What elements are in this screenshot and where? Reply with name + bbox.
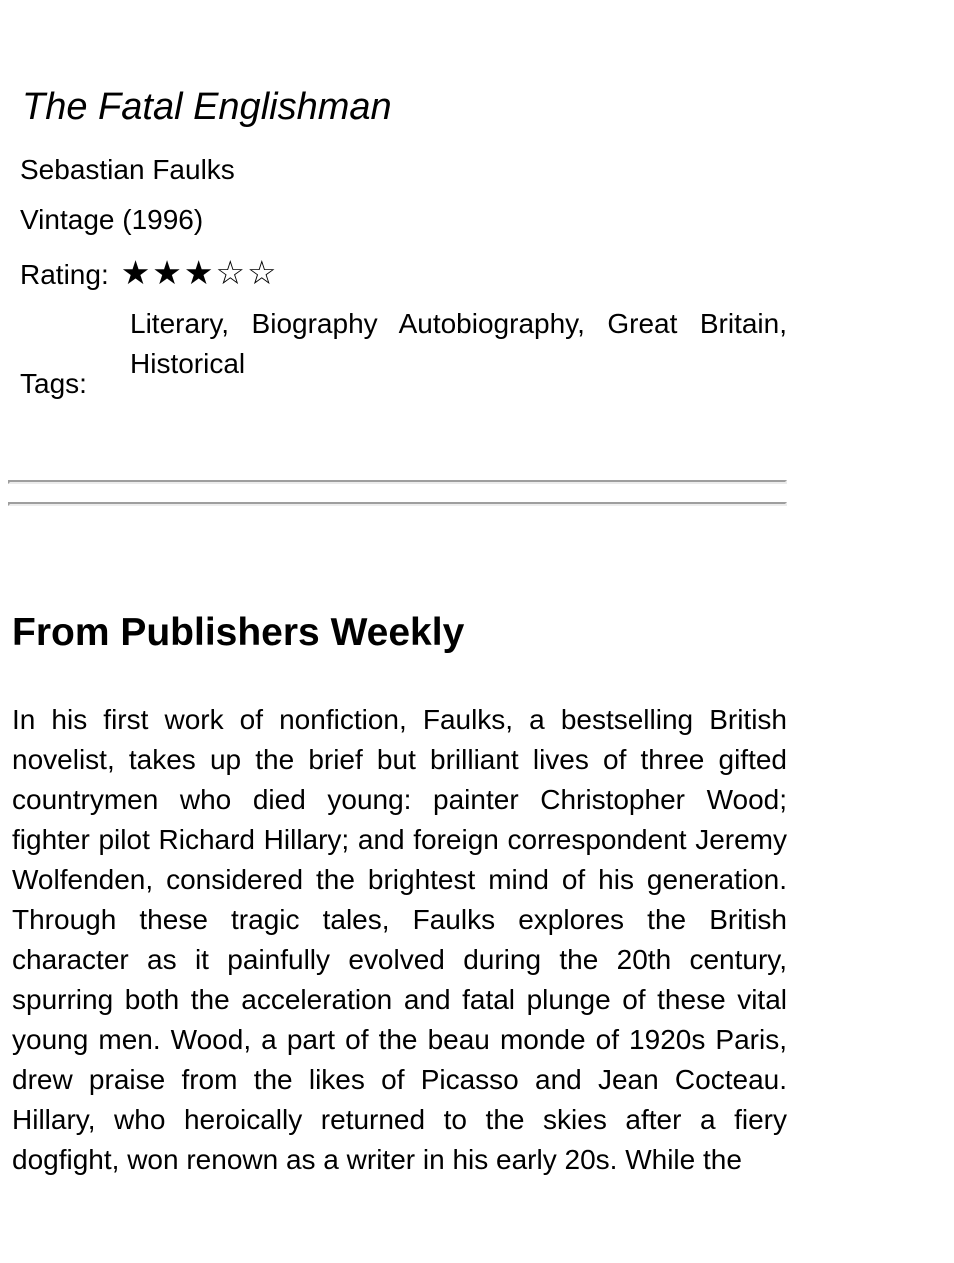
book-title: The Fatal Englishman <box>22 86 392 128</box>
tags-value: Literary, Biography Autobiography, Great Britain, Historical <box>130 308 787 379</box>
book-author: Sebastian Faulks <box>20 154 235 185</box>
review-body-text: In his first work of nonfiction, Faulks, a bestselling British novelist, takes up the brief but brilliant lives of three gifted countrymen who died young: painter Christopher Wood; fighter pilot Richard Hillary; and foreign correspondent Jeremy Wolfenden, considered the brightest mind of his generation. Through these tragic tales, Faulks explores the British character as it painfully evolved during the 20th century, spurring both the acceleration and fatal plunge of these vital young men. Wood, a part of the beau monde of 1920s Paris, drew praise from the likes of Picasso and Jean Cocteau. Hillary, who heroically returned to the skies after a fiery dogfight, won renown as a writer in his early 20s. While the <box>12 704 787 1175</box>
rating-row <box>20 252 787 294</box>
tags-row <box>20 304 787 399</box>
tags-label: Tags: <box>20 368 87 399</box>
book-details-content <box>8 0 787 1180</box>
divider-bottom <box>8 502 787 506</box>
rating-stars-icon: ★★★☆☆ <box>120 253 279 292</box>
review-source-heading: From Publishers Weekly <box>12 611 465 654</box>
book-publisher: Vintage (1996) <box>20 204 204 235</box>
divider-top <box>8 480 787 484</box>
rating-label: Rating: <box>20 259 109 290</box>
